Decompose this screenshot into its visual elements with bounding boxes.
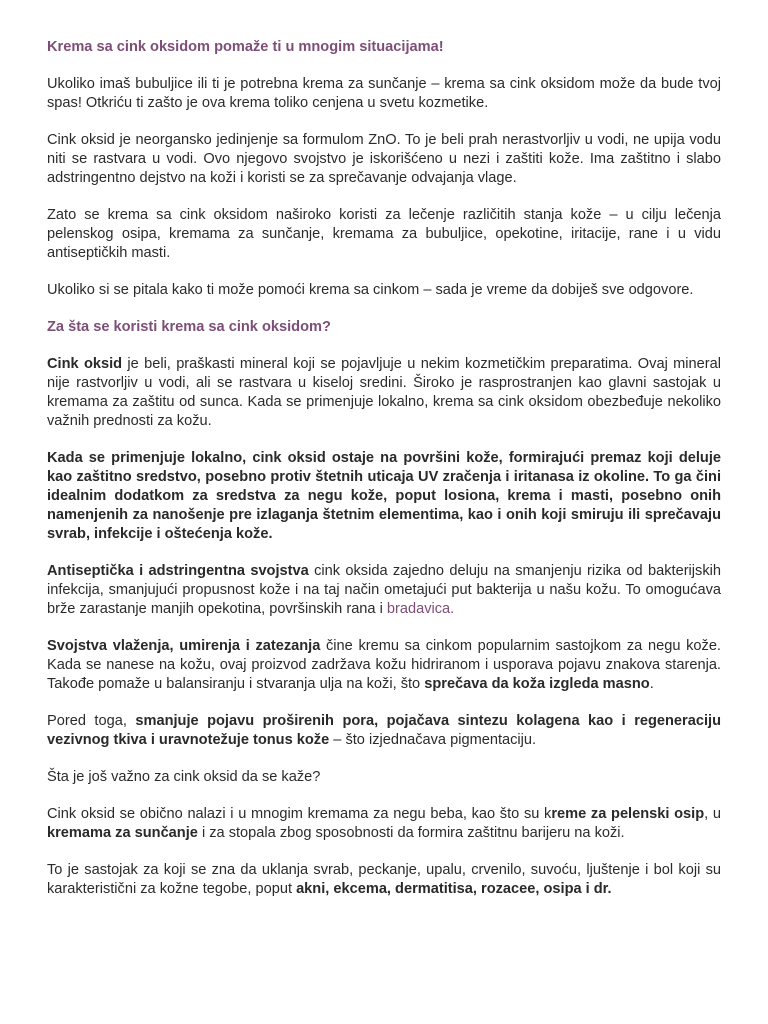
paragraph-text: , u xyxy=(704,806,721,822)
bold-phrase: smanjuje pojavu proširenih pora, pojačava sintezu kolagena kao i regeneraciju vezivnog tkiva i uravnotežuje tonus kože xyxy=(47,713,721,748)
paragraph-text: . xyxy=(649,676,654,692)
paragraph-baby-creams xyxy=(47,805,721,843)
paragraph-text: To je sastojak za koji se zna da uklanja svrab, peckanje, upalu, crvenilo, suvoću, ljuštenje i bol koji su karakteristični za kožne tegobe, poput xyxy=(47,862,721,897)
bold-term: Cink oksid xyxy=(47,356,123,372)
paragraph-topical xyxy=(47,449,721,544)
paragraph-answers: Ukoliko si se pitala kako ti može pomoći krema sa cinkom – sada je vreme da dobiješ sve odgovore. xyxy=(47,282,694,298)
paragraph-text: – što izjednačava pigmentaciju. xyxy=(329,732,537,748)
paragraph-text: cink oksida zajedno deluju na smanjenju rizika od bakterijskih infekcija, smanjujući propusnost kože i na taj način ometajući put bakterija u našu kožu. To omogućava brže zarastanje manjih opekotina, površinskih rana i xyxy=(47,563,721,617)
section-heading: Za šta se koristi krema sa cink oksidom? xyxy=(47,319,331,335)
paragraph-zno: Cink oksid je neorgansko jedinjenje sa formulom ZnO. To je beli prah nerastvorljiv u vodi, ne upija vodu niti se rastvara u vodi. Ovo njegovo svojstvo je iskorišćeno u nezi i zaštiti kože. Ima zaštitno i slabo adstringentno dejstvo na koži i koristi se za sprečavanje odvajanja vlage. xyxy=(47,132,721,186)
bold-paragraph: Kada se primenjuje lokalno, cink oksid ostaje na površini kože, formirajući premaz koji deluje kao zaštitno sredstvo, posebno protiv štetnih uticaja UV zračenja i iritanasa iz okoline. To ga čini idealnim dodatkom za sredstva za negu kože, poput losiona, krema i masti, posebno onih namenjenih za nanošenje pre izlaganja štetnim elementima, kao i onih koji smiruju ili sprečavaju svrab, infekcije i oštećenja kože. xyxy=(47,450,721,542)
paragraph-text: Pored toga, xyxy=(47,713,136,729)
paragraph-text: Cink oksid se obično nalazi i u mnogim kremama za negu beba, kao što su k xyxy=(47,806,552,822)
paragraph-text: i za stopala zbog sposobnosti da formira zaštitnu barijeru na koži. xyxy=(197,825,625,841)
bold-phrase: akni, ekcema, dermatitisa, rozacee, osipa i dr. xyxy=(296,881,612,897)
paragraph-question: Šta je još važno za cink oksid da se kaže? xyxy=(47,769,321,785)
bold-phrase: sprečava da koža izgleda masno xyxy=(424,676,650,692)
paragraph-symptoms xyxy=(47,861,721,899)
bold-phrase: reme za pelenski osip xyxy=(551,806,705,822)
article-heading: Krema sa cink oksidom pomaže ti u mnogim situacijama! xyxy=(47,39,444,55)
intro-paragraph: Ukoliko imaš bubuljice ili ti je potrebna krema za sunčanje – krema sa cink oksidom može da bude tvoj spas! Otkriću ti zašto je ova krema toliko cenjena u svetu kozmetike. xyxy=(47,76,721,111)
paragraph-moisturizing xyxy=(47,637,721,694)
bradavica-link[interactable]: bradavica. xyxy=(386,601,455,617)
bold-term: Svojstva vlaženja, umirenja i zatezanja xyxy=(47,638,321,654)
bold-term: Antiseptička i adstringentna svojstva xyxy=(47,563,309,579)
paragraph-mineral xyxy=(47,355,721,431)
bold-phrase: kremama za sunčanje xyxy=(47,825,198,841)
paragraph-text: je beli, praškasti mineral koji se pojavljuje u nekim kozmetičkim preparatima. Ovaj mineral nije rastvorljiv u vodi, ali se rastvara u kiseloj sredini. Široko je rasprostranjen kao glavni sastojak u kremama za zaštitu od sunca. Kada se primenjuje lokalno, krema sa cink oksidom obezbeđuje nekoliko važnih prednosti za kožu. xyxy=(47,356,721,429)
paragraph-antiseptic xyxy=(47,562,721,619)
paragraph-uses: Zato se krema sa cink oksidom naširoko koristi za lečenje različitih stanja kože – u cilju lečenja pelenskog osipa, kremama za sunčanje, kremama za bubuljice, opekotine, iritacije, rane i u vidu antiseptičkih masti. xyxy=(47,207,721,261)
paragraph-text: čine kremu sa cinkom popularnim sastojkom za negu kože. Kada se nanese na kožu, ovaj proizvod zadržava kožu hidriranom i usporava pojavu znakova starenja. Takođe pomaže u balansiranju i stvaranja ulja na koži, što xyxy=(47,638,721,692)
paragraph-pores xyxy=(47,712,721,750)
